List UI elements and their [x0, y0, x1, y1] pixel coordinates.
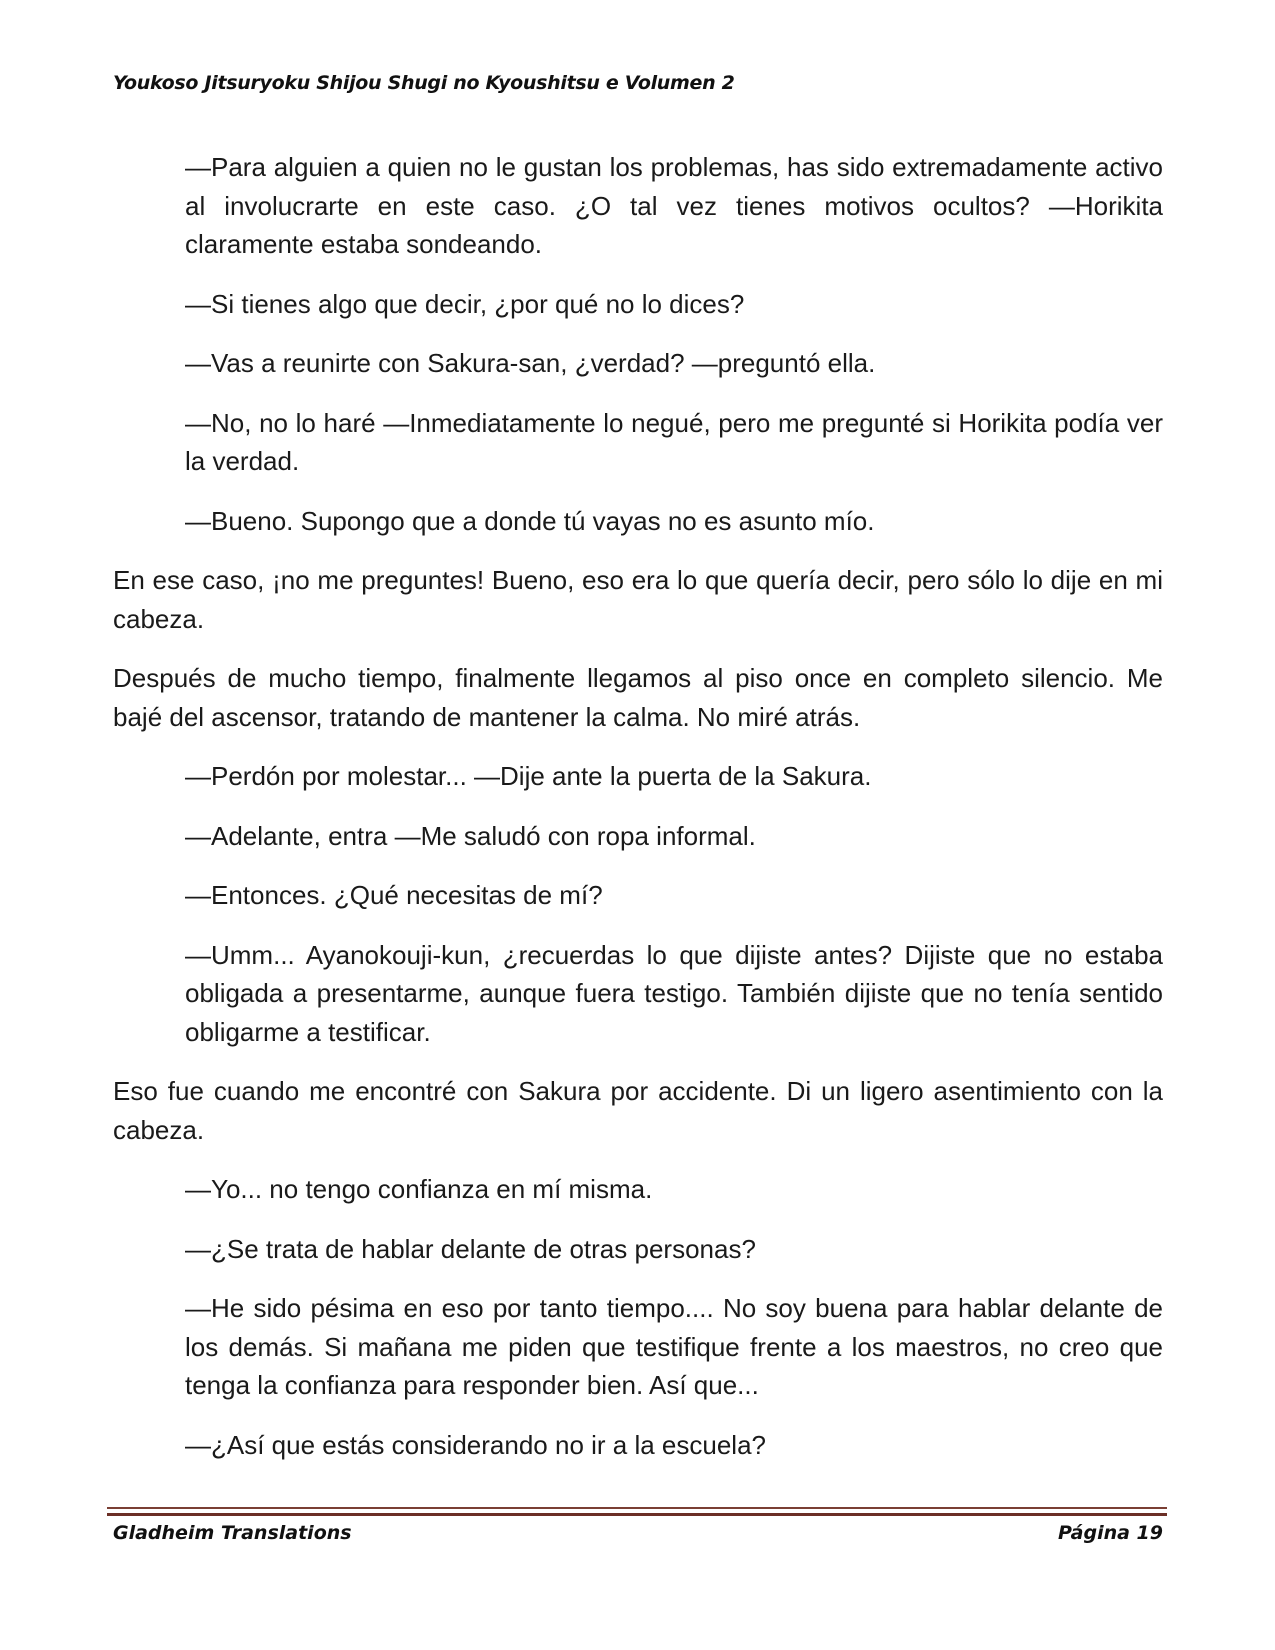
paragraph-6: En ese caso, ¡no me preguntes! Bueno, eso era lo que quería decir, pero sólo lo dije en mi cabeza.: [113, 565, 1163, 634]
footer-divider: [107, 1507, 1167, 1516]
page-header-title: Youkoso Jitsuryoku Shijou Shugi no Kyoushitsu e Volumen 2: [113, 72, 735, 94]
page-body: [113, 148, 1163, 1485]
paragraph-7: Después de mucho tiempo, finalmente llegamos al piso once en completo silencio. Me bajé del ascensor, tratando de mantener la calma. No miré atrás.: [113, 663, 1163, 732]
paragraph-4: —No, no lo haré —Inmediatamente lo negué, pero me pregunté si Horikita podía ver la verdad.: [185, 407, 1163, 476]
paragraph-16: —¿Así que estás considerando no ir a la escuela?: [185, 1429, 767, 1460]
page-number: Página 19: [1057, 1522, 1163, 1544]
paragraph-12: Eso fue cuando me encontré con Sakura por accidente. Di un ligero asentimiento con la cabeza.: [113, 1076, 1163, 1145]
paragraph-5: —Bueno. Supongo que a donde tú vayas no es asunto mío.: [185, 505, 875, 536]
paragraph-1: —Para alguien a quien no le gustan los problemas, has sido extremadamente activo al involucrarte en este caso. ¿O tal vez tienes motivos ocultos? —Horikita claramente estaba sondeando.: [185, 152, 1163, 259]
paragraph-14: —¿Se trata de hablar delante de otras personas?: [185, 1233, 756, 1264]
paragraph-13: —Yo... no tengo confianza en mí misma.: [185, 1174, 653, 1204]
paragraph-15: —He sido pésima en eso por tanto tiempo.... No soy buena para hablar delante de los demás. Si mañana me piden que testifique frente a los maestros, no creo que tenga la confianza para responder bien. Así que...: [185, 1293, 1163, 1400]
paragraph-10: —Entonces. ¿Qué necesitas de mí?: [185, 880, 603, 910]
paragraph-3: —Vas a reunirte con Sakura-san, ¿verdad? —preguntó ella.: [185, 348, 876, 378]
paragraph-11: —Umm... Ayanokouji-kun, ¿recuerdas lo que dijiste antes? Dijiste que no estaba obligada a presentarme, aunque fuera testigo. También dijiste que no tenía sentido obligarme a testificar.: [185, 939, 1163, 1047]
paragraph-8: —Perdón por molestar... —Dije ante la puerta de la Sakura.: [185, 761, 872, 791]
footer-credit: Gladheim Translations: [113, 1522, 352, 1544]
paragraph-2: —Si tienes algo que decir, ¿por qué no lo dices?: [185, 288, 745, 319]
paragraph-9: —Adelante, entra —Me saludó con ropa informal.: [185, 820, 756, 851]
page-footer: [113, 1522, 1163, 1544]
